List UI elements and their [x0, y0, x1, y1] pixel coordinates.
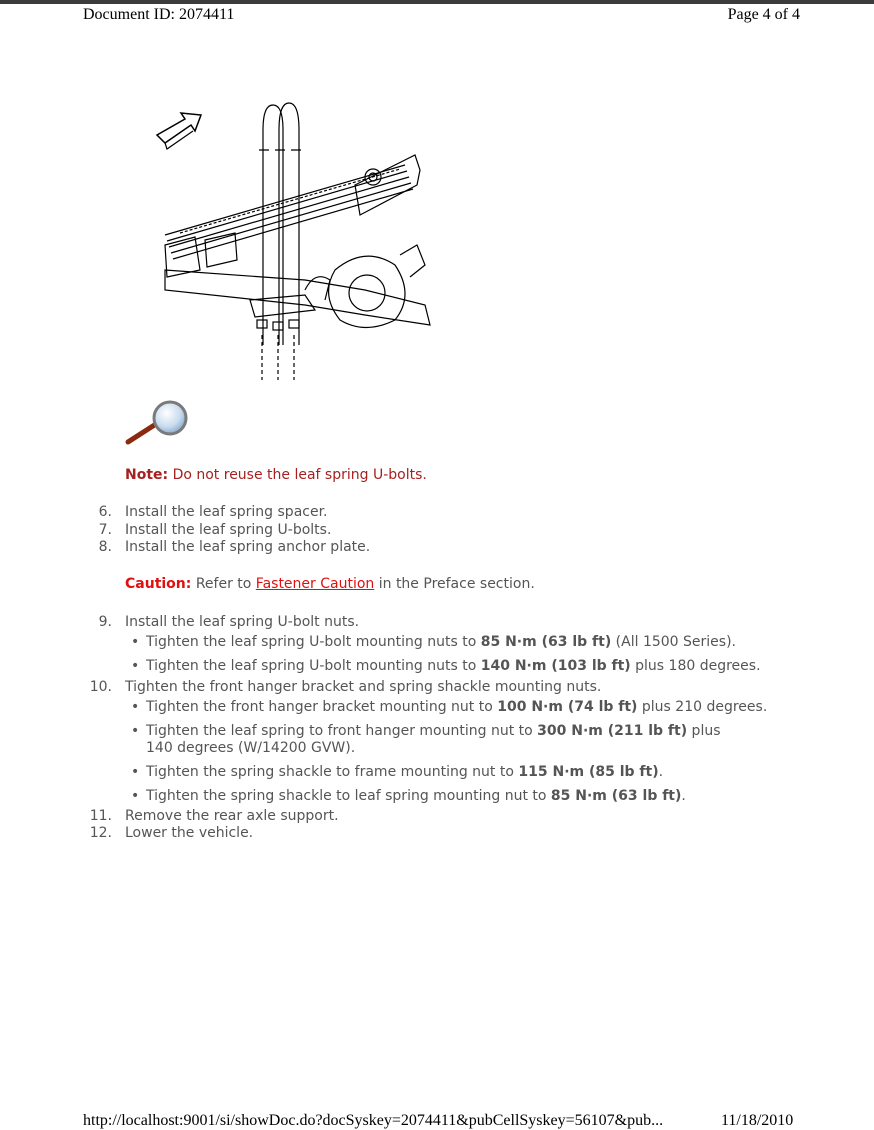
- torque-value: 115 N·m (85 lb ft): [518, 764, 659, 780]
- page-number: Page 4 of 4: [727, 6, 800, 23]
- fastener-caution-link[interactable]: Fastener Caution: [255, 576, 375, 592]
- sub-text: Tighten the spring shackle to frame mounting nut to: [146, 764, 519, 780]
- sub-text: Tighten the leaf spring U-bolt mounting nuts to: [146, 634, 481, 650]
- sub-text: Tighten the leaf spring U-bolt mounting nuts to: [146, 658, 481, 674]
- sub-text-line2: 140 degrees (W/14200 GVW).: [146, 740, 356, 756]
- step-text: Lower the vehicle.: [125, 825, 254, 841]
- bullet: •: [131, 658, 140, 674]
- step-number: 12.: [89, 825, 112, 841]
- step-text: Tighten the front hanger bracket and spring shackle mounting nuts.: [125, 679, 602, 695]
- sub-text-end: plus: [687, 723, 721, 739]
- step-number: 11.: [89, 808, 112, 824]
- step-number: 6.: [98, 504, 112, 520]
- caution-text: [125, 576, 535, 592]
- bullet: •: [131, 723, 140, 739]
- sub-text: Tighten the spring shackle to leaf spring mounting nut to: [146, 788, 551, 804]
- torque-value: 300 N·m (211 lb ft): [537, 723, 688, 739]
- sub-text-end: plus 180 degrees.: [630, 658, 761, 674]
- note-body: Do not reuse the leaf spring U-bolts.: [168, 467, 427, 483]
- step-text: Install the leaf spring anchor plate.: [125, 539, 371, 555]
- step-text: Install the leaf spring U-bolts.: [125, 522, 332, 538]
- top-bar: [0, 0, 874, 4]
- sub-text: Tighten the front hanger bracket mounting nut to: [146, 699, 498, 715]
- sub-text-end: (All 1500 Series).: [611, 634, 736, 650]
- step-number: 9.: [98, 614, 112, 630]
- step-number: 8.: [98, 539, 112, 555]
- sub-text-end: plus 210 degrees.: [637, 699, 768, 715]
- note-text: [125, 467, 427, 483]
- step-number: 10.: [89, 679, 112, 695]
- bullet: •: [131, 764, 140, 780]
- magnifier-icon: [124, 398, 190, 448]
- torque-value: 140 N·m (103 lb ft): [480, 658, 631, 674]
- leaf-spring-diagram-image: [155, 95, 440, 380]
- torque-value: 100 N·m (74 lb ft): [497, 699, 638, 715]
- torque-value: 85 N·m (63 lb ft): [480, 634, 612, 650]
- footer-date: 11/18/2010: [721, 1112, 794, 1129]
- step-text: Install the leaf spring spacer.: [125, 504, 328, 520]
- caution-label: Caution:: [125, 576, 192, 592]
- step-text: Remove the rear axle support.: [125, 808, 339, 824]
- note-label: Note:: [125, 467, 169, 483]
- step-text: Install the leaf spring U-bolt nuts.: [125, 614, 360, 630]
- sub-text-end: .: [658, 764, 664, 780]
- bullet: •: [131, 699, 140, 715]
- bullet: •: [131, 788, 140, 804]
- step-number: 7.: [98, 522, 112, 538]
- footer-url: http://localhost:9001/si/showDoc.do?docSyskey=2074411&pubCellSyskey=56107&pub...: [83, 1112, 664, 1129]
- caution-pre: Refer to: [191, 576, 256, 592]
- torque-value: 85 N·m (63 lb ft): [550, 788, 682, 804]
- sub-text: Tighten the leaf spring to front hanger mounting nut to: [146, 723, 538, 739]
- bullet: •: [131, 634, 140, 650]
- caution-post: in the Preface section.: [374, 576, 535, 592]
- document-id: Document ID: 2074411: [83, 6, 235, 23]
- sub-text-end: .: [681, 788, 686, 804]
